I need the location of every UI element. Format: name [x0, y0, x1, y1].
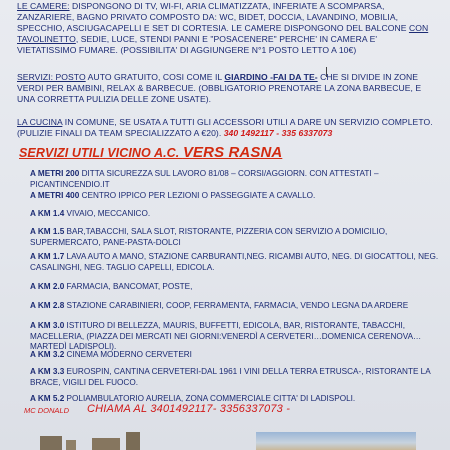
line-distance: A KM 3.3	[30, 367, 65, 376]
service-line-5	[30, 282, 440, 293]
landscape-photo	[256, 432, 416, 450]
contact-phones: CHIAMA AL 3401492117- 3356337073 -	[87, 403, 291, 415]
camere-label: LE CAMERE:	[17, 1, 70, 11]
service-line-7	[30, 321, 440, 353]
line-text: CENTRO IPPICO PER LEZIONI O PASSEGGIATE A CAVALLO.	[79, 191, 316, 200]
service-line-0	[30, 169, 440, 190]
servizi-text-2: CHE SI DIVIDE IN ZONE VERDI PER BAMBINI, RELAX & BARBECUE. (OBBLIGATORIO PRENOTARE LA ZONA BARBECUE, E UNA CORRETTA PULIZIA DELLE ZONE USATE).	[17, 72, 422, 104]
heading-prefix: SERVIZI UTILI VICINO A.C.	[19, 146, 183, 160]
line-distance: A KM 2.0	[30, 282, 65, 291]
line-distance: A KM 3.0	[30, 321, 65, 330]
tower-image	[126, 432, 140, 450]
line-distance: A KM 1.5	[30, 227, 65, 236]
line-distance: A KM 3.2	[30, 350, 65, 359]
cucina-text-1: IN COMUNE, SE USATA A TUTTI GLI ACCESSORI UTILI A DARE UN SERVIZIO COMPLETO. (PULIZIE FINALI DA TEAM SPECIALIZZATO A €20).	[17, 117, 433, 138]
cucina-phones: 340 1492117 - 335 6337073	[223, 128, 333, 138]
line-text: LAVA AUTO A MANO, STAZIONE CARBURANTI,NEG. RICAMBI AUTO, NEG. DI GIOCATTOLI, NEG. CASALINGHI, NEG. TAGLIO CAPELLI, EDICOLA.	[30, 252, 439, 272]
line-distance: A METRI 400	[30, 191, 80, 200]
line-text: CINEMA MODERNO CERVETERI	[64, 350, 192, 359]
tower-image	[92, 438, 120, 450]
services-heading	[19, 144, 282, 161]
mcdonald-label: MC DONALD	[24, 406, 70, 415]
camere-tavolinetto: CON TAVOLINETTO	[17, 23, 429, 44]
camere-paragraph	[17, 1, 437, 56]
line-text: EUROSPIN, CANTINA CERVETERI-DAL 1961 I VINI DELLA TERRA ETRUSCA-, RISTORANTE LA BRACE, VIGILI DEL FUOCO.	[30, 367, 431, 387]
camere-text-2: , SEDIE, LUCE, STENDI PANNI E "POSACENERE" PERCHE' IN CAMERA E' VIETATISSIMO FUMARE. (POSSIBILITA' DI AGGIUNGERE N°1 POSTO LETTO A 10€)	[17, 34, 378, 55]
servizi-text-1: AUTO GRATUITO, COSI COME IL	[85, 72, 225, 82]
camere-text-1: DISPONGONO DI TV, WI-FI, ARIA CLIMATIZZATA, INFERIATE A SCOMPARSA, ZANZARIERE, BAGNO PRIVATO COMPOSTO DA: WC, BIDET, DOCCIA, LAVANDINO, MOBILIA, SPECCHIO, ASCIUGACAPELLI E SET DI CORTESIA. LE CAMERE DISPONGONO DEL BALCONE	[17, 1, 409, 33]
servizi-label: SERVIZI:	[17, 72, 56, 82]
line-text: BAR,TABACCHI, SALA SLOT, RISTORANTE, PIZZERIA CON SERVIZIO A DOMICILIO, SUPERMERCATO, PANE-PASTA-DOLCI	[30, 227, 388, 247]
line-distance: A KM 2.8	[30, 301, 65, 310]
line-distance: A KM 1.4	[30, 209, 65, 218]
line-text: FARMACIA, BANCOMAT, POSTE,	[64, 282, 193, 291]
service-line-6	[30, 301, 440, 312]
line-distance: A KM 5.2	[30, 394, 65, 403]
line-text: POLIAMBULATORIO AURELIA, ZONA COMMERCIALE CITTA' DI LADISPOLI.	[64, 394, 356, 403]
servizi-posto: POSTO	[55, 72, 86, 82]
cucina-paragraph	[17, 117, 437, 139]
line-distance: A KM 1.7	[30, 252, 65, 261]
line-text: STAZIONE CARABINIERI, COOP, FERRAMENTA, FARMACIA, VENDO LEGNA DA ARDERE	[64, 301, 409, 310]
servizi-giardino: GIARDINO -FAI DA TE-	[224, 72, 318, 82]
service-line-2	[30, 209, 440, 220]
line-distance: A METRI 200	[30, 169, 80, 178]
service-line-3	[30, 227, 440, 248]
line-text: ISTITURO DI BELLEZZA, MAURIS, BUFFETTI, EDICOLA, BAR, RISTORANTE, TABACCHI, MACELLERIA, (PIAZZA DEI MERCATI NEI GIORNI:VENERDÌ A CERVETERI…DOMENICA CERENOVA…MARTEDÌ LADISPOLI).	[30, 321, 422, 351]
service-line-9	[30, 367, 440, 388]
tower-image	[66, 440, 76, 450]
service-line-4	[30, 252, 440, 273]
tower-image	[40, 436, 62, 450]
service-line-1	[30, 191, 440, 202]
heading-big: VERS RASNA	[182, 144, 283, 161]
line-text: DITTA SICUREZZA SUL LAVORO 81/08 – CORSI/AGGIORN. CON ATTESTATI – PICANTINCENDIO.IT	[30, 169, 379, 189]
servizi-paragraph	[17, 72, 437, 105]
service-line-8	[30, 350, 440, 361]
line-text: VIVAIO, MECCANICO.	[64, 209, 151, 218]
cucina-label: LA CUCINA	[17, 117, 63, 127]
